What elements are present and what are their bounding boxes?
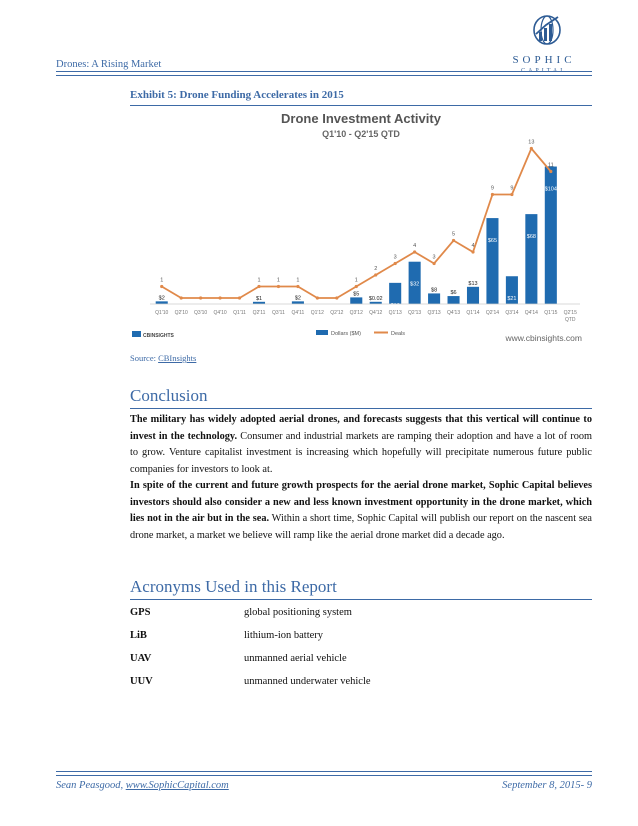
footer-author-name: Sean Peasgood, — [56, 780, 124, 791]
deals-point — [180, 296, 183, 299]
deals-point — [257, 285, 260, 288]
bar-Q3'12 — [350, 297, 362, 304]
source-label: Source: — [130, 353, 156, 363]
x-tick-label: Q3'13 — [427, 310, 441, 316]
bar-value-label: $68 — [526, 234, 536, 241]
x-tick-label: Q2'15 — [563, 310, 577, 316]
footer-website-link[interactable]: www.SophicCapital.com — [125, 780, 229, 791]
x-tick-label: Q4'13 — [446, 310, 461, 316]
bar-value-label: $13 — [468, 280, 478, 287]
acronym-definition: global positioning system — [244, 607, 352, 618]
conclusion-paragraph-2 — [130, 478, 592, 544]
bar-Q4'14 — [525, 214, 537, 304]
deals-point — [355, 285, 358, 288]
x-tick-label: Q2'14 — [485, 310, 500, 316]
deals-value-label: 3 — [393, 254, 397, 261]
deals-value-label: 5 — [452, 231, 456, 238]
deals-value-label: 9 — [490, 185, 494, 192]
legend-dollars: Dollars ($M) — [331, 331, 361, 337]
deals-value-label: 1 — [276, 277, 280, 284]
conclusion-paragraph-1 — [130, 412, 592, 478]
deals-point — [296, 285, 299, 288]
chart-title: Drone Investment Activity — [281, 111, 441, 126]
deals-point — [199, 296, 202, 299]
x-tick-label: Q3'10 — [194, 310, 208, 316]
deals-value-label: 4 — [471, 243, 475, 249]
deals-point — [549, 170, 552, 173]
bar-value-label: $16 — [390, 302, 400, 309]
acronym-definition: unmanned aerial vehicle — [244, 653, 347, 664]
x-tick-label: Q3'14 — [505, 310, 519, 316]
footer-date-page: September 8, 2015- 9 — [502, 780, 592, 791]
deals-point — [452, 239, 455, 242]
bar-Q2'14 — [486, 218, 498, 304]
legend-deals: Deals — [391, 331, 406, 337]
chart-brand-text: CBINSIGHTS — [143, 333, 174, 339]
exhibit-source — [130, 353, 196, 363]
conclusion-p1-text: Consumer and industrial markets are ramping their adoption and have a lot of room to grow. Venture capitalist investment is increasing which hopefully will precipitate numerous future public companies for investors to look at. — [130, 430, 592, 475]
deals-value-label: 1 — [354, 277, 358, 284]
x-tick-label: Q2'11 — [252, 310, 266, 316]
x-tick-label: Q1'13 — [388, 310, 402, 316]
deals-value-label: 9 — [510, 185, 514, 192]
x-tick-label: Q4'12 — [369, 310, 383, 316]
deals-value-label: 3 — [432, 254, 436, 261]
deals-value-label: 1 — [257, 277, 261, 284]
acronyms-heading: Acronyms Used in this Report — [130, 577, 337, 596]
deals-point — [238, 296, 241, 299]
conclusion-p1-bold: The military has widely adopted aerial drones, and forecasts suggests that this vertical will continue to invest in the technology. — [130, 414, 592, 442]
x-tick-label: Q4'14 — [524, 310, 538, 316]
x-tick-label: Q1'15 — [544, 310, 558, 316]
conclusion-p2-text: Within a short time, Sophic Capital will publish our report on the nascent sea drone market, a market we believe will ramp like the aerial drone market did a decade ago. — [130, 513, 592, 541]
deals-value-label: 11 — [547, 162, 554, 169]
deals-value-label: 13 — [528, 139, 535, 146]
deals-point — [277, 285, 280, 288]
header-rule-thin — [56, 75, 592, 76]
deals-value-label: 2 — [374, 266, 378, 272]
chart-watermark: www.cbinsights.com — [505, 333, 582, 343]
acronym-definition: lithium-ion battery — [244, 630, 324, 641]
chart-brand — [132, 331, 175, 339]
bar-value-label: $1 — [255, 295, 263, 302]
header-title: Drones: A Rising Market — [56, 59, 162, 70]
acronyms-rule — [130, 599, 592, 600]
acronym-term: LiB — [130, 630, 147, 641]
x-tick-label: Q2'13 — [408, 310, 422, 316]
deals-point — [471, 250, 474, 253]
footer-author — [56, 780, 229, 791]
x-tick-label: Q4'11 — [291, 310, 305, 316]
deals-point — [394, 262, 397, 265]
x-tick-label: Q1'12 — [310, 310, 324, 316]
x-tick-label: Q1'10 — [155, 310, 169, 316]
acronym-term: UAV — [130, 653, 152, 664]
bar-Q1'13 — [389, 283, 401, 304]
bar-value-label: $8 — [431, 287, 438, 294]
x-tick-label: Q4'10 — [213, 310, 227, 316]
acronym-definition: unmanned underwater vehicle — [244, 676, 371, 687]
bar-Q4'13 — [448, 296, 460, 304]
acronym-term: GPS — [130, 607, 151, 618]
bar-value-label: $0.02 — [368, 295, 383, 302]
header-rule — [56, 71, 592, 72]
deals-value-label: 4 — [413, 243, 417, 249]
logo-wordmark: SOPHIC — [512, 54, 576, 66]
deals-point — [432, 262, 435, 265]
deals-point — [491, 193, 494, 196]
deals-value-label: 1 — [160, 277, 164, 284]
bar-value-label: $65 — [487, 238, 498, 245]
source-link[interactable]: CBInsights — [158, 353, 197, 363]
deals-point — [218, 296, 221, 299]
bar-value-label: $2 — [294, 295, 301, 302]
deals-point — [374, 273, 377, 276]
exhibit-rule — [130, 105, 592, 106]
x-tick-label: Q1'14 — [466, 310, 480, 316]
x-tick-label: Q2'12 — [330, 310, 344, 316]
chart-legend — [316, 330, 405, 337]
x-tick-label: Q3'12 — [349, 310, 363, 316]
acronym-term: UUV — [130, 676, 153, 687]
deals-point — [160, 285, 163, 288]
bar-value-label: $104 — [544, 186, 557, 193]
x-tick-label-sub: QTD — [564, 317, 576, 323]
footer-rule-thin — [56, 775, 592, 776]
chart-subtitle: Q1'10 - Q2'15 QTD — [322, 129, 400, 139]
drone-investment-chart — [130, 108, 592, 346]
deals-point — [413, 250, 416, 253]
conclusion-rule — [130, 408, 592, 409]
bar-Q1'14 — [467, 287, 479, 304]
sophic-capital-logo — [494, 14, 594, 76]
bar-value-label: $5 — [353, 291, 360, 298]
logo-subtitle: CAPITAL — [521, 68, 567, 74]
deals-point — [510, 193, 513, 196]
conclusion-heading: Conclusion — [130, 386, 208, 405]
bar-value-label: $2 — [158, 295, 165, 302]
bar-value-label: $21 — [507, 296, 517, 303]
x-tick-label: Q1'11 — [233, 310, 246, 316]
deals-point — [335, 296, 338, 299]
bar-Q3'13 — [428, 293, 440, 304]
bar-value-label: $32 — [410, 281, 420, 288]
deals-point — [530, 147, 533, 150]
conclusion-p2-bold: In spite of the current and future growth prospects for the aerial drone market, Sophic Capital believes investors should also consider a new and less known investment opportunity in the drone market, which lies not in the air but in the sea. — [130, 480, 592, 524]
bar-value-label: $6 — [450, 290, 457, 297]
x-tick-label: Q3'11 — [272, 310, 285, 316]
deals-point — [316, 296, 319, 299]
x-tick-label: Q2'10 — [174, 310, 188, 316]
exhibit-title: Exhibit 5: Drone Funding Accelerates in 2015 — [130, 89, 344, 101]
logo-globe-icon — [532, 14, 562, 48]
deals-value-label: 1 — [296, 277, 300, 284]
footer-rule — [56, 771, 592, 772]
